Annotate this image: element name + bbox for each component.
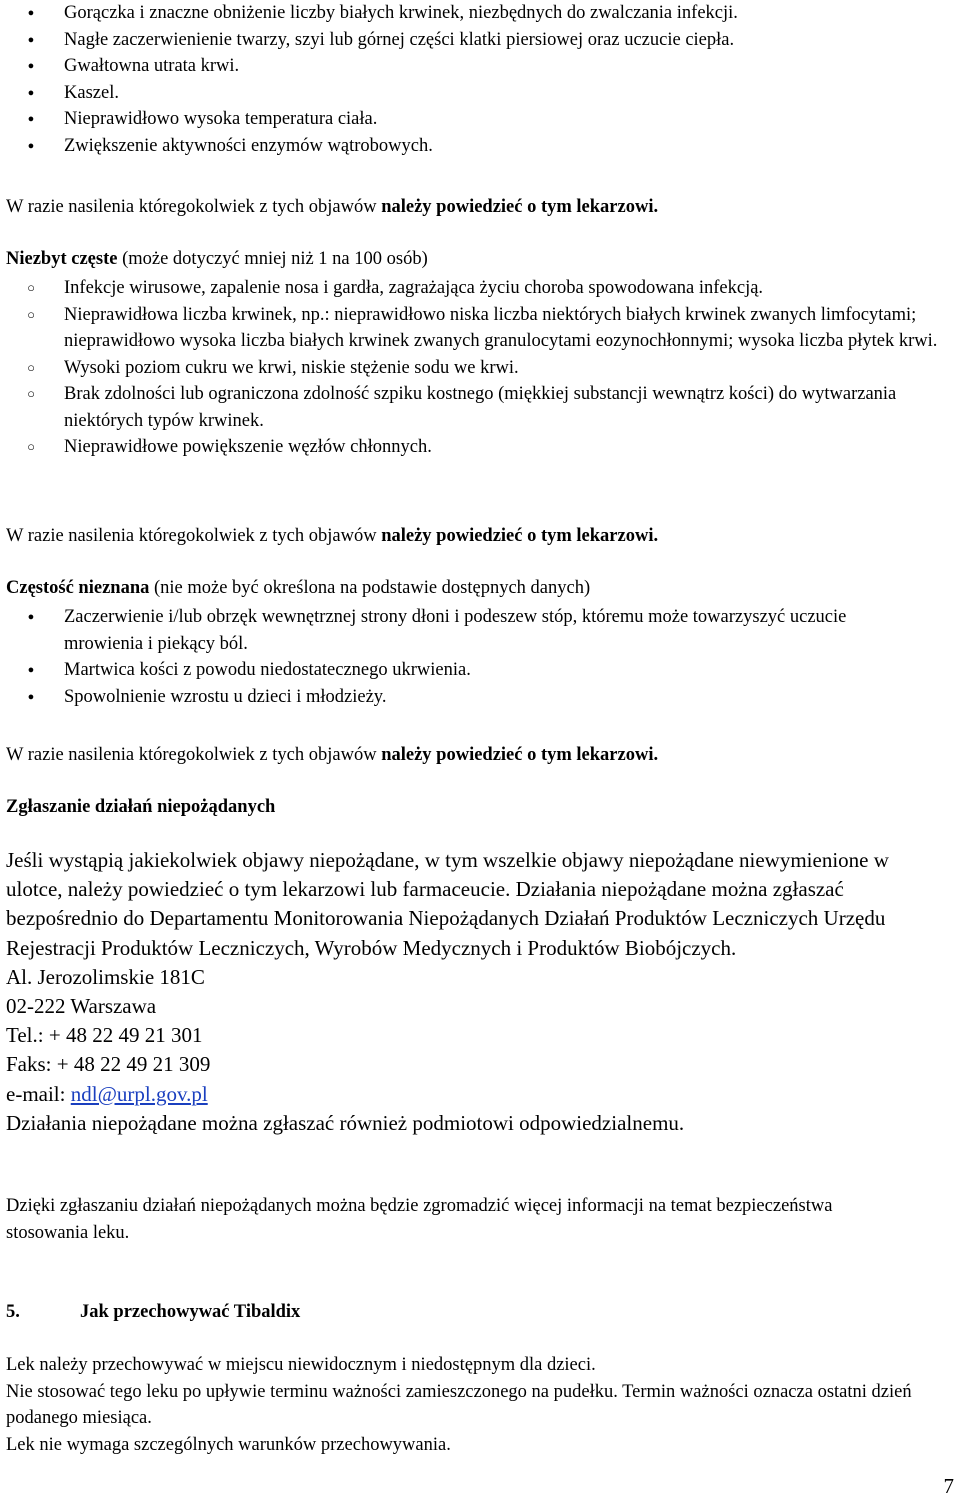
bullet-icon (20, 657, 42, 686)
list-item: ○ Infekcje wirusowe, zapalenie nosa i gardła, zagrażająca życiu choroba spowodowana infekcją. (0, 275, 952, 302)
storage-line: Nie stosować tego leku po upływie terminu ważności zamieszczonego na pudełku. Termin ważności oznacza ostatni dzień podanego miesiąca. (6, 1381, 912, 1428)
bullet-icon (20, 80, 42, 109)
bullet-icon (20, 27, 42, 56)
section-number: 5. (6, 1302, 20, 1322)
bullet-icon (20, 684, 42, 713)
bullet-icon (20, 355, 42, 383)
fax-number: Faks: + 48 22 49 21 309 (6, 1052, 211, 1077)
list-item: ● Gwałtowna utrata krwi. (0, 53, 960, 80)
list-item: ○ Nieprawidłowe powiększenie węzłów chłonnych. (0, 434, 952, 461)
email-line: e-mail: ndl@urpl.gov.pl (6, 1081, 208, 1106)
bullet-icon (20, 106, 42, 135)
storage-line: Lek nie wymaga szczególnych warunków przechowywania. (6, 1434, 451, 1455)
side-effects-list-top (0, 0, 960, 159)
bullet-icon (20, 604, 42, 633)
email-link[interactable]: ndl@urpl.gov.pl (70, 1081, 208, 1106)
bullet-icon (20, 53, 42, 82)
also-report-note: Działania niepożądane można zgłaszać również podmiotowi odpowiedzialnemu. (6, 1110, 685, 1135)
list-item: ● Gorączka i znaczne obniżenie liczby białych krwinek, niezbędnych do zwalczania infekcji. (0, 0, 960, 27)
warning-note: W razie nasilenia któregokolwiek z tych objawów należy powiedzieć o tym lekarzowi. (6, 197, 659, 217)
warning-note: W razie nasilenia któregokolwiek z tych objawów należy powiedzieć o tym lekarzowi. (6, 526, 659, 546)
uncommon-effects-list (0, 275, 952, 461)
section-5-heading (6, 1298, 300, 1326)
bullet-icon (20, 0, 42, 29)
list-item: ○ Brak zdolności lub ograniczona zdolność szpiku kostnego (miękkiej substancji wewnątrz kości) do wytwarzania niektórych typów krwinek. (0, 381, 952, 434)
bullet-icon (20, 275, 42, 303)
address-street: Al. Jerozolimskie 181C (6, 964, 205, 989)
bullet-icon (20, 434, 42, 462)
warning-note: W razie nasilenia któregokolwiek z tych objawów należy powiedzieć o tym lekarzowi. (6, 745, 659, 765)
unknown-frequency-list (0, 604, 860, 710)
bullet-icon (20, 381, 42, 409)
list-item: ● Zaczerwienie i/lub obrzęk wewnętrznej strony dłoni i podeszew stóp, któremu może towarzyszyć uczucie mrowienia i piekący ból. (0, 604, 860, 657)
page-number: 7 (943, 1474, 954, 1498)
frequency-heading-unknown: Częstość nieznana (nie może być określona na podstawie dostępnych danych) (6, 578, 591, 598)
list-item: ● Martwica kości z powodu niedostatecznego ukrwienia. (0, 657, 860, 684)
list-item: ● Nagłe zaczerwienienie twarzy, szyi lub górnej części klatki piersiowej oraz uczucie ciepła. (0, 27, 960, 54)
section-title: Jak przechowywać Tibaldix (80, 1302, 301, 1322)
bullet-icon (20, 133, 42, 162)
reporting-thanks: Dzięki zgłaszaniu działań niepożądanych można będzie zgromadzić więcej informacji na temat bezpieczeństwa stosowania leku. (6, 1196, 833, 1243)
phone-number: Tel.: + 48 22 49 21 301 (6, 1023, 203, 1048)
reporting-heading: Zgłaszanie działań niepożądanych (6, 797, 276, 817)
list-item: ● Kaszel. (0, 80, 960, 107)
list-item: ● Zwiększenie aktywności enzymów wątrobowych. (0, 133, 960, 160)
reporting-body (6, 846, 950, 1138)
address-city: 02-222 Warszawa (6, 994, 157, 1019)
list-item: ○ Nieprawidłowa liczba krwinek, np.: nieprawidłowo niska liczba niektórych białych krwinek zwanych limfocytami; nieprawidłowo wysoka liczba białych krwinek zwanych granulocytami eozynochłonnymi; wysoka liczba płytek krwi. (0, 302, 952, 355)
list-item: ● Spowolnienie wzrostu u dzieci i młodzieży. (0, 684, 860, 711)
bullet-icon (20, 302, 42, 330)
reporting-paragraph: Jeśli wystąpią jakiekolwiek objawy niepożądane, w tym wszelkie objawy niepożądane niewymienione w ulotce, należy powiedzieć o tym lekarzowi lub farmaceucie. Działania niepożądane można zgłaszać bezpośrednio do Departamentu Monitorowania Niepożądanych Działań Produktów Leczniczych Urzędu Rejestracji Produktów Leczniczych, Wyrobów Medycznych i Produktów Biobójczych. (6, 848, 889, 960)
list-item: ○ Wysoki poziom cukru we krwi, niskie stężenie sodu we krwi. (0, 355, 952, 382)
storage-line: Lek należy przechowywać w miejscu niewidocznym i niedostępnym dla dzieci. (6, 1355, 596, 1375)
frequency-heading-uncommon: Niezbyt częste (może dotyczyć mniej niż 1 na 100 osób) (6, 249, 428, 269)
section-5-body (6, 1352, 946, 1458)
list-item: ● Nieprawidłowo wysoka temperatura ciała. (0, 106, 960, 133)
